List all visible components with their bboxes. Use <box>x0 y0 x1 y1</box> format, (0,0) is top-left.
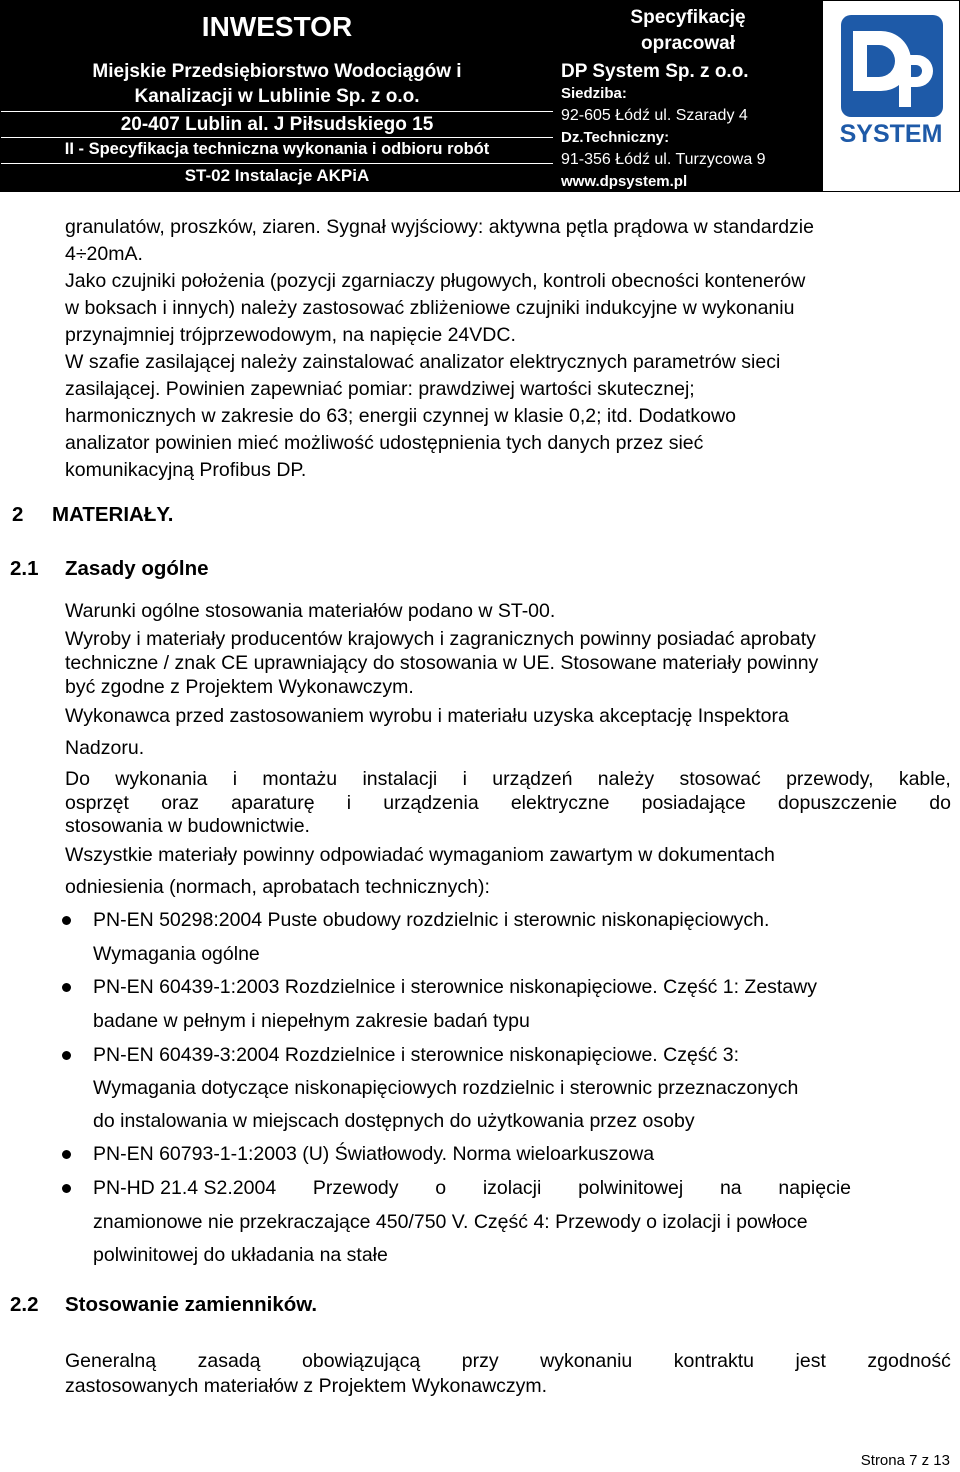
p3-line-5: komunikacyjną Profibus DP. <box>65 459 307 481</box>
p2-line-1: Jako czujniki położenia (pozycji zgarniaczy pługowych, kontroli obecności kontenerów <box>65 270 806 292</box>
g-line-1-word: Generalną <box>65 1350 157 1372</box>
s4-line-2-word: aparaturę <box>231 792 315 814</box>
g-line-2: zastosowanych materiałów z Projektem Wykonawczym. <box>65 1375 548 1397</box>
bullet-1-dot <box>62 916 71 925</box>
bullet-1-line-1: PN-EN 50298:2004 Puste obudowy rozdzielnic i sterownic niskonapięciowych. <box>93 909 770 931</box>
g-line-1-word: wykonaniu <box>540 1350 633 1372</box>
dp-system-logo <box>823 1 959 191</box>
investor-block <box>1 1 553 191</box>
part-title: II - Specyfikacja techniczna wykonania i odbioru robót <box>1 137 553 159</box>
s4-line-2 <box>65 792 951 814</box>
s5-line-1: Wszystkie materiały powinny odpowiadać wymaganiom zawartym w dokumentach <box>65 844 775 866</box>
bullet-3-line-2: Wymagania dotyczące niskonapięciowych rozdzielnic i sterownic przeznaczonych <box>93 1077 799 1099</box>
g-line-1-word: obowiązującą <box>302 1350 421 1372</box>
contractor-block <box>553 1 823 191</box>
s4-line-1-word: wykonania <box>115 768 208 790</box>
s3-line-2: Nadzoru. <box>65 737 145 759</box>
p1-line-2: 4÷20mA. <box>65 243 143 265</box>
s4-line-1-word: i <box>232 768 238 790</box>
s4-line-3: stosowania w budownictwie. <box>65 815 310 837</box>
p3-line-1: W szafie zasilającej należy zainstalować analizator elektrycznych parametrów sieci <box>65 351 781 373</box>
bullet-5-line-3: polwinitowej do układania na stałe <box>93 1244 388 1266</box>
s4-line-2-word: oraz <box>161 792 200 814</box>
bullet-3-dot <box>62 1051 71 1060</box>
s4-line-1-word: instalacji <box>362 768 438 790</box>
bullet-2-dot <box>62 983 71 992</box>
s4-line-2-word: urządzenia <box>383 792 479 814</box>
bullet-4-line-1: PN-EN 60793-1-1:2003 (U) Światłowody. Norma wieloarkuszowa <box>93 1143 655 1165</box>
bullet-5-line-1-word: polwinitowej <box>578 1177 684 1199</box>
s4-line-2-word: dopuszczenie <box>777 792 898 814</box>
s1-line: Warunki ogólne stosowania materiałów podano w ST-00. <box>65 600 556 622</box>
document-header <box>0 0 960 192</box>
p3-line-3: harmonicznych w zakresie do 63; energii czynnej w klasie 0,2; itd. Dodatkowo <box>65 405 736 427</box>
s4-line-2-word: do <box>929 792 951 814</box>
s4-line-1-word: montażu <box>262 768 338 790</box>
s4-line-1 <box>65 768 951 790</box>
bullet-5-line-1-word: PN-HD 21.4 S2.2004 <box>93 1177 277 1199</box>
s2-line-3: być zgodne z Projektem Wykonawczym. <box>65 676 414 698</box>
g-line-1-word: przy <box>461 1350 499 1372</box>
hq-label: Siedziba: <box>561 85 627 102</box>
p2-line-2: w boksach i innych) należy zastosować zbliżeniowe czujniki indukcyjne w wykonaniu <box>65 297 795 319</box>
s4-line-1-word: urządzeń <box>492 768 573 790</box>
s4-line-1-word: przewody, <box>786 768 874 790</box>
s4-line-2-word: posiadające <box>641 792 746 814</box>
company-name: DP System Sp. z o.o. <box>561 61 749 82</box>
investor-name-line-1: Miejskie Przedsiębiorstwo Wodociągów i <box>92 61 462 82</box>
s4-line-1-word: kable, <box>898 768 951 790</box>
tech-label: Dz.Techniczny: <box>561 129 670 146</box>
investor-title: INWESTOR <box>201 11 353 42</box>
p2-line-3: przynajmniej trójprzewodowym, na napięcie 24VDC. <box>65 324 516 346</box>
p3-line-4: analizator powinien mieć możliwość udostępnienia tych danych przez sieć <box>65 432 704 454</box>
bullet-5-line-1 <box>93 1177 851 1199</box>
investor-name-line-2: Kanalizacji w Lublinie Sp. z o.o. <box>134 86 420 107</box>
bullet-3-line-3: do instalowania w miejscach dostępnych do użytkowania przez osoby <box>93 1110 695 1132</box>
hq-address: 92-605 Łódź ul. Szarady 4 <box>561 107 748 124</box>
bullet-5-line-1-word: napięcie <box>778 1177 851 1199</box>
s3-line-1: Wykonawca przed zastosowaniem wyrobu i materiału uzyska akceptację Inspektora <box>65 705 789 727</box>
bullet-5-line-1-word: na <box>719 1177 742 1199</box>
bullet-5-dot <box>62 1184 71 1193</box>
g-line-1-word: zasadą <box>197 1350 261 1372</box>
bullet-2-line-2: badane w pełnym i niepełnym zakresie badań typu <box>93 1010 530 1032</box>
bullet-5-line-1-word: izolacji <box>482 1177 542 1199</box>
bullet-3-line-1: PN-EN 60439-3:2004 Rozdzielnice i sterownice niskonapięciowe. Część 3: <box>93 1044 739 1066</box>
s2-line-2: techniczne / znak CE uprawniający do stosowania w UE. Stosowane materiały powinny <box>65 652 819 674</box>
dp-system-logo-icon <box>823 1 959 191</box>
page-number: Strona 7 z 13 <box>860 1452 950 1469</box>
bullet-4-dot <box>62 1150 71 1159</box>
bullet-5-line-2: znamionowe nie przekraczające 450/750 V. Część 4: Przewody o izolacji i powłoce <box>93 1211 808 1233</box>
s5-line-2: odniesienia (normach, aprobatach technicznych): <box>65 876 490 898</box>
investor-address: 20-407 Lublin al. J Piłsudskiego 15 <box>1 111 553 136</box>
bullet-1-line-2: Wymagania ogólne <box>93 943 260 965</box>
heading-2-number: 2 <box>12 503 24 526</box>
s2-line-1: Wyroby i materiały producentów krajowych i zagranicznych powinny posiadać aprobaty <box>65 628 816 650</box>
g-line-1-word: kontraktu <box>673 1350 754 1372</box>
heading-2-1-number: 2.1 <box>10 557 39 580</box>
website: www.dpsystem.pl <box>561 173 688 190</box>
bullet-2-line-1: PN-EN 60439-1:2003 Rozdzielnice i sterownice niskonapięciowe. Część 1: Zestawy <box>93 976 818 998</box>
bullet-5-line-1-word: o <box>435 1177 447 1199</box>
prepared-line-2: opracował <box>641 33 735 54</box>
p3-line-2: zasilającej. Powinien zapewniać pomiar: prawdziwej wartości skutecznej; <box>65 378 695 400</box>
heading-2-2-number: 2.2 <box>10 1293 39 1316</box>
logo-word: SYSTEM <box>839 120 943 148</box>
s4-line-2-word: elektryczne <box>510 792 610 814</box>
s4-line-2-word: osprzęt <box>65 792 129 814</box>
s4-line-1-word: i <box>462 768 467 790</box>
p1-line-1: granulatów, proszków, ziaren. Sygnał wyjściowy: aktywna pętla prądowa w standardzie <box>65 216 814 238</box>
tech-address: 91-356 Łódź ul. Turzycowa 9 <box>561 151 766 168</box>
bullet-5-line-1-word: Przewody <box>312 1177 399 1199</box>
g-line-1-word: jest <box>795 1350 826 1372</box>
spec-code: ST-02 Instalacje AKPiA <box>1 163 553 186</box>
g-line-1-word: zgodność <box>867 1350 951 1372</box>
s4-line-2-word: i <box>346 792 352 814</box>
heading-2-2-text: Stosowanie zamienników. <box>65 1293 318 1316</box>
g-line-1 <box>65 1350 951 1372</box>
heading-2-1-text: Zasady ogólne <box>65 557 209 580</box>
s4-line-1-word: należy <box>597 768 655 790</box>
s4-line-1-word: Do <box>65 768 90 790</box>
s4-line-1-word: stosować <box>679 768 761 790</box>
prepared-line-1: Specyfikację <box>630 7 746 28</box>
heading-2-text: MATERIAŁY. <box>52 503 174 526</box>
